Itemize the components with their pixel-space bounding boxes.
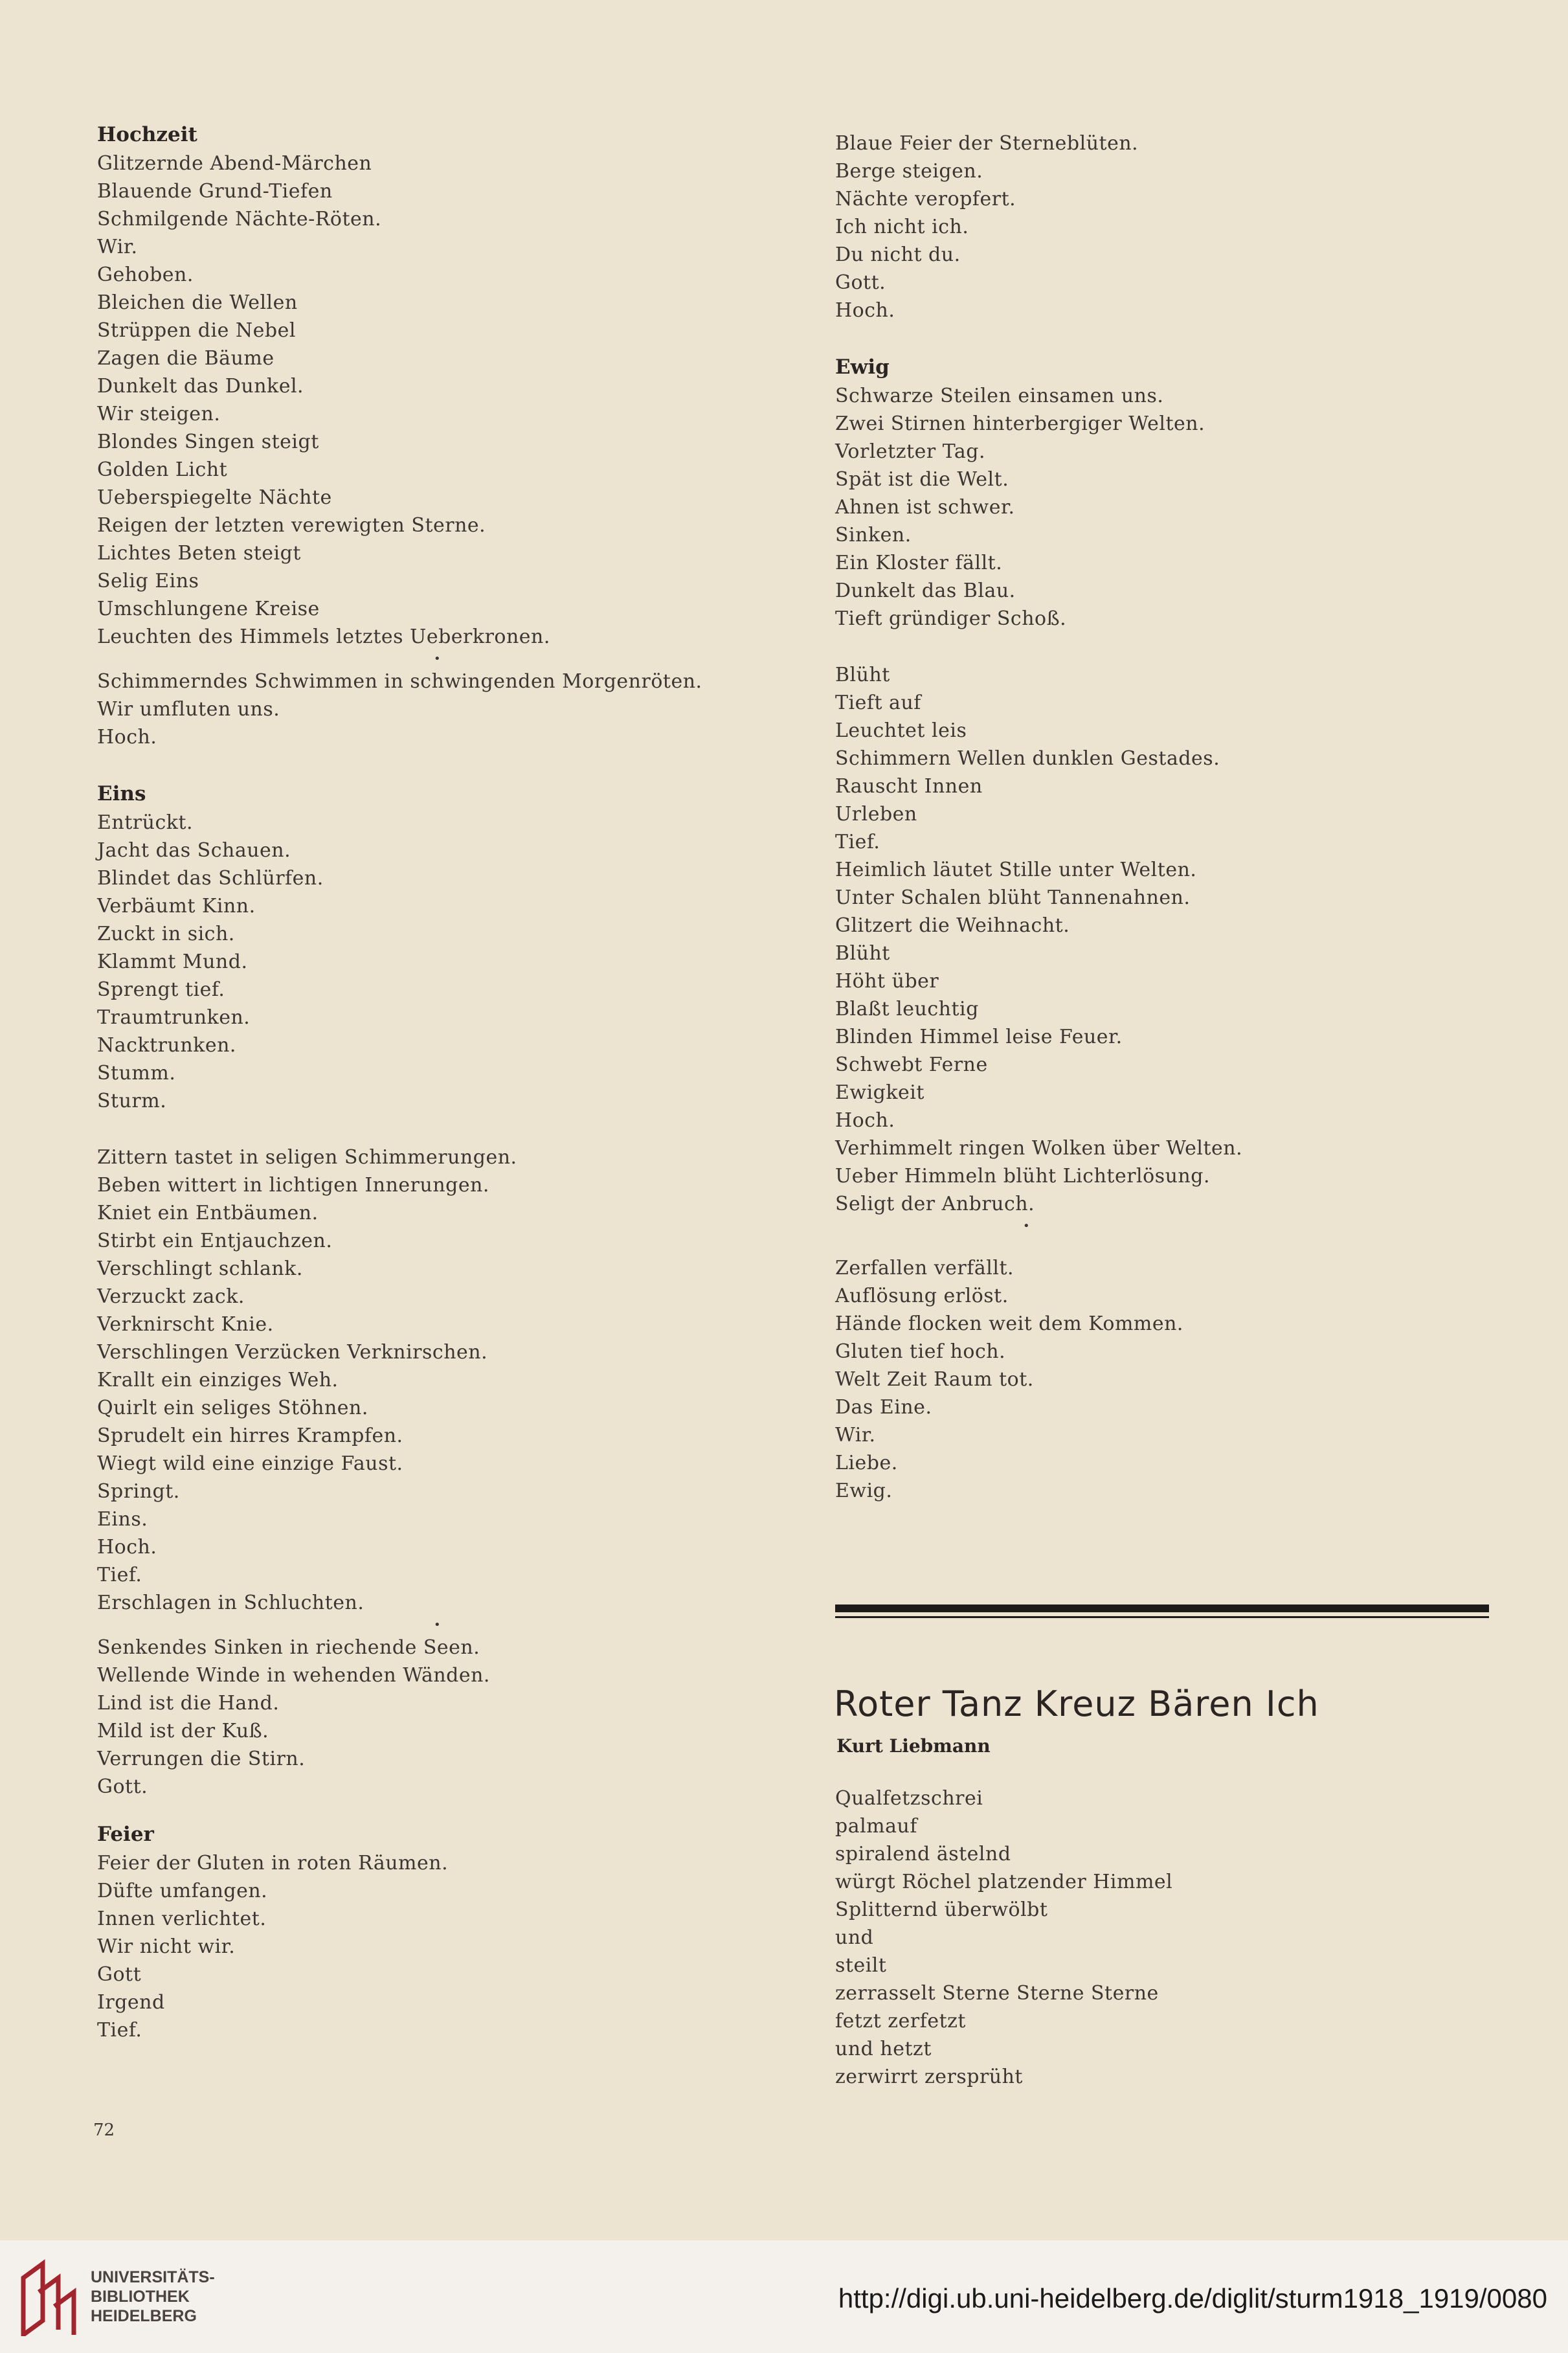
section-star: •: [434, 652, 441, 666]
poem-line: Gott.: [835, 271, 886, 294]
poem-line: Strüppen die Nebel: [97, 319, 296, 342]
poem-line: Tieft auf: [835, 692, 921, 714]
poem-line: Tieft gründiger Schoß.: [835, 607, 1067, 630]
source-url-link[interactable]: http://digi.ub.uni-heidelberg.de/diglit/sturm1918_1919/0080: [838, 2283, 1547, 2314]
divider-thick-rule: [835, 1604, 1489, 1612]
poem-line: Tief.: [97, 2019, 142, 2042]
poem-title: Eins: [97, 782, 146, 805]
poem-line: Blüht: [835, 664, 890, 686]
poem-line: Stirbt ein Entjauchzen.: [97, 1230, 333, 1252]
stanza-gap: [835, 1235, 1521, 1254]
poem-line: Jacht das Schauen.: [97, 839, 291, 862]
page-number: 72: [93, 2121, 115, 2140]
poem-line: Gott: [97, 1963, 142, 1986]
poem-line: Schmilgende Nächte-Röten.: [97, 208, 382, 231]
poem-line: Schwarze Steilen einsamen uns.: [835, 385, 1164, 407]
poem-line: Vorletzter Tag.: [835, 440, 986, 463]
poem-line: zerwirrt zersprüht: [835, 2066, 1023, 2088]
poem-line: Ueberspiegelte Nächte: [97, 486, 332, 509]
poem-line: Mild ist der Kuß.: [97, 1720, 269, 1742]
institution-line: HEIDELBERG: [91, 2307, 197, 2325]
poem-line: Leuchten des Himmels letztes Ueberkronen.: [97, 625, 550, 648]
poem-line: Blindet das Schlürfen.: [97, 867, 324, 890]
poem-line: Zerfallen verfällt.: [835, 1257, 1014, 1279]
poem-line: Selig Eins: [97, 570, 199, 592]
poem-line: Erschlagen in Schluchten.: [97, 1592, 364, 1614]
divider-thin-rule: [835, 1616, 1489, 1618]
poem-line: Ein Kloster fällt.: [835, 552, 1003, 574]
poem-line: Sprudelt ein hirres Krampfen.: [97, 1424, 403, 1447]
poem-line: Springt.: [97, 1480, 180, 1503]
poem-line: Auflösung erlöst.: [835, 1285, 1009, 1307]
poem-line: Heimlich läutet Stille unter Welten.: [835, 859, 1197, 881]
poem-line: Leuchtet leis: [835, 719, 967, 742]
poem-line: Quirlt ein seliges Stöhnen.: [97, 1397, 368, 1419]
poem-line: Lind ist die Hand.: [97, 1692, 280, 1715]
poem-line: Spät ist die Welt.: [835, 468, 1009, 491]
poem-line: Glitzernde Abend-Märchen: [97, 152, 372, 175]
poem-line: Sprengt tief.: [97, 978, 225, 1001]
poem-line: Kniet ein Entbäumen.: [97, 1202, 319, 1224]
poem-line: Ewig.: [835, 1480, 893, 1502]
stanza-gap: [97, 1115, 745, 1143]
poem-line: Golden Licht: [97, 458, 228, 481]
poem-line: Krallt ein einziges Weh.: [97, 1369, 339, 1391]
institution-name: [91, 2268, 215, 2326]
poem-line: Berge steigen.: [835, 160, 983, 183]
poem-line: Schwebt Ferne: [835, 1053, 988, 1076]
section-divider: [835, 1604, 1489, 1618]
poem-line: Verschlingt schlank.: [97, 1257, 303, 1280]
poem-line: würgt Röchel platzender Himmel: [835, 1871, 1173, 1893]
poem-line: Zwei Stirnen hinterbergiger Welten.: [835, 412, 1205, 435]
stanza-gap: [97, 1801, 745, 1820]
poem-line: Stumm.: [97, 1062, 176, 1085]
stanza-gap: [835, 633, 1521, 661]
poem-title: Feier: [97, 1823, 154, 1846]
poem-line: Beben wittert in lichtigen Innerungen.: [97, 1174, 489, 1197]
poem-line: Schimmern Wellen dunklen Gestades.: [835, 747, 1220, 770]
poem-line: Sinken.: [835, 524, 912, 546]
poem-line: Nächte veropfert.: [835, 188, 1016, 210]
institution-line: UNIVERSITÄTS-: [91, 2268, 215, 2286]
poem-line: Welt Zeit Raum tot.: [835, 1368, 1034, 1391]
poem-line: Ahnen ist schwer.: [835, 496, 1015, 519]
poem-line: Unter Schalen blüht Tannenahnen.: [835, 886, 1191, 909]
poem-line: Zuckt in sich.: [97, 923, 235, 945]
poem-line: Entrückt.: [97, 811, 194, 834]
poem-line: Rauscht Innen: [835, 775, 983, 798]
poem-line: Gluten tief hoch.: [835, 1340, 1006, 1363]
article-poem: [835, 1784, 1521, 2091]
poem-line: Dunkelt das Dunkel.: [97, 375, 304, 398]
poem-line: Blaßt leuchtig: [835, 998, 979, 1020]
logo-strokes: [23, 2264, 74, 2335]
section-star: •: [1023, 1219, 1030, 1233]
poem-line: Tief.: [835, 831, 880, 853]
poem-line: Blauende Grund-Tiefen: [97, 180, 333, 203]
poem-line: Gott.: [97, 1775, 148, 1798]
poem-line: Senkendes Sinken in riechende Seen.: [97, 1636, 480, 1659]
poem-line: Zagen die Bäume: [97, 347, 274, 370]
poem-line: Umschlungene Kreise: [97, 598, 320, 620]
poem-line: Splitternd überwölbt: [835, 1898, 1048, 1921]
poem-line: Schimmerndes Schwimmen in schwingenden Morgenröten.: [97, 670, 702, 693]
poem-line: und: [835, 1926, 874, 1949]
poem-line: Dunkelt das Blau.: [835, 580, 1016, 602]
poem-line: Ewigkeit: [835, 1081, 924, 1104]
poem-line: Gehoben.: [97, 264, 194, 286]
poem-line: Glitzert die Weihnacht.: [835, 914, 1070, 937]
poem-line: Traumtrunken.: [97, 1006, 251, 1029]
poem-line: spiralend ästelnd: [835, 1843, 1011, 1865]
poem-line: fetzt zerfetzt: [835, 2010, 966, 2032]
poem-line: Blüht: [835, 942, 890, 965]
poem-line: Verbäumt Kinn.: [97, 895, 256, 918]
poem-line: Irgend: [97, 1991, 165, 2014]
poem-line: Bleichen die Wellen: [97, 291, 298, 314]
poem-line: Ueber Himmeln blüht Lichterlösung.: [835, 1165, 1210, 1188]
poem-title: Hochzeit: [97, 123, 197, 146]
poem-line: Wir.: [835, 1424, 876, 1447]
poem-line: Hände flocken weit dem Kommen.: [835, 1312, 1183, 1335]
poem-line: Tief.: [97, 1564, 142, 1586]
poem-line: Hoch.: [835, 299, 895, 322]
library-logo-icon: [17, 2258, 79, 2336]
poem-line: Wir steigen.: [97, 403, 221, 425]
poem-line: Verhimmelt ringen Wolken über Welten.: [835, 1137, 1243, 1160]
poem-line: Qualfetzschrei: [835, 1787, 983, 1810]
poem-line: Urleben: [835, 803, 917, 826]
poem-line: Düfte umfangen.: [97, 1880, 268, 1902]
right-column: [835, 129, 1521, 1505]
poem-line: zerrasselt Sterne Sterne Sterne: [835, 1982, 1159, 2005]
poem-line: Ich nicht ich.: [835, 216, 969, 238]
poem-line: Blinden Himmel leise Feuer.: [835, 1026, 1123, 1048]
poem-line: Wiegt wild eine einzige Faust.: [97, 1452, 403, 1475]
poem-line: Liebe.: [835, 1452, 898, 1474]
poem-line: Verrungen die Stirn.: [97, 1748, 306, 1770]
poem-line: Blaue Feier der Sterneblüten.: [835, 132, 1139, 155]
stanza-gap: [835, 324, 1521, 353]
poem-line: Wir umfluten uns.: [97, 698, 280, 721]
poem-line: und hetzt: [835, 2038, 932, 2060]
poem-title: Ewig: [835, 355, 890, 379]
poem-line: Blondes Singen steigt: [97, 431, 319, 453]
poem-line: Seligt der Anbruch.: [835, 1193, 1035, 1215]
poem-line: Wir.: [97, 236, 138, 258]
poem-line: Hoch.: [97, 726, 157, 749]
poem-line: Klammt Mund.: [97, 951, 248, 973]
poem-line: Zittern tastet in seligen Schimmerungen.: [97, 1146, 517, 1169]
poem-line: Das Eine.: [835, 1396, 932, 1419]
poem-line: Eins.: [97, 1508, 148, 1531]
poem-line: Sturm.: [97, 1090, 167, 1112]
poem-line: Wellende Winde in wehenden Wänden.: [97, 1664, 490, 1687]
poem-line: Höht über: [835, 970, 939, 993]
poem-line: Lichtes Beten steigt: [97, 542, 301, 565]
poem-line: Feier der Gluten in roten Räumen.: [97, 1852, 449, 1875]
article-title: Roter Tanz Kreuz Bären Ich: [834, 1683, 1319, 1724]
poem-line: Innen verlichtet.: [97, 1908, 267, 1930]
institution-line: BIBLIOTHEK: [91, 2288, 190, 2306]
poem-line: Du nicht du.: [835, 243, 961, 266]
poem-line: Verknirscht Knie.: [97, 1313, 274, 1336]
viewer-footer: [0, 2240, 1568, 2353]
poem-line: steilt: [835, 1954, 887, 1977]
poem-line: Nacktrunken.: [97, 1034, 236, 1057]
poem-line: palmauf: [835, 1815, 917, 1838]
poem-line: Verzuckt zack.: [97, 1285, 245, 1308]
left-column: [97, 120, 745, 2044]
poem-line: Hoch.: [97, 1536, 157, 1559]
poem-line: Hoch.: [835, 1109, 895, 1132]
poem-line: Reigen der letzten verewigten Sterne.: [97, 514, 486, 537]
poem-line: Verschlingen Verzücken Verknirschen.: [97, 1341, 488, 1364]
article-author: Kurt Liebmann: [836, 1735, 991, 1757]
section-star: •: [434, 1618, 441, 1632]
stanza-gap: [97, 751, 745, 780]
poem-line: Wir nicht wir.: [97, 1935, 236, 1958]
